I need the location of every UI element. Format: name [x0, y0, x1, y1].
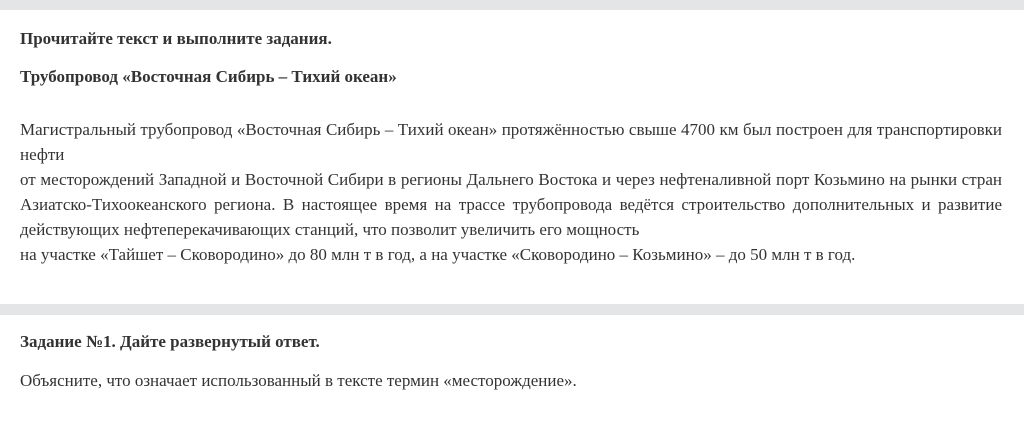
- text-title: Трубопровод «Восточная Сибирь – Тихий океан»: [20, 67, 397, 86]
- paragraph-3: на участке «Тайшет – Сковородино» до 80 млн т в год, а на участке «Сковородино – Козьмино» – до 50 млн т в год.: [20, 245, 856, 264]
- paragraph-1: Магистральный трубопровод «Восточная Сибирь – Тихий океан» протяжённостью свыше 4700 км был построен для транспортировки нефти: [20, 120, 1002, 164]
- task-panel: [0, 315, 1024, 424]
- reading-text: [20, 117, 1002, 267]
- paragraph-2: от месторождений Западной и Восточной Сибири в регионы Дальнего Востока и через нефтеналивной порт Козьмино на рынки стран Азиатско-Тихоокеанского региона. В настоящее время на трассе трубопровода ведётся строительство дополнительных и развитие действующих нефтеперекачивающих станций, что позволит увеличить его мощность: [20, 170, 1002, 239]
- task-question: Объясните, что означает использованный в тексте термин «месторождение».: [20, 371, 577, 390]
- instruction-heading: Прочитайте текст и выполните задания.: [20, 29, 332, 48]
- task-title: Задание №1. Дайте развернутый ответ.: [20, 332, 320, 351]
- reading-panel: [0, 10, 1024, 304]
